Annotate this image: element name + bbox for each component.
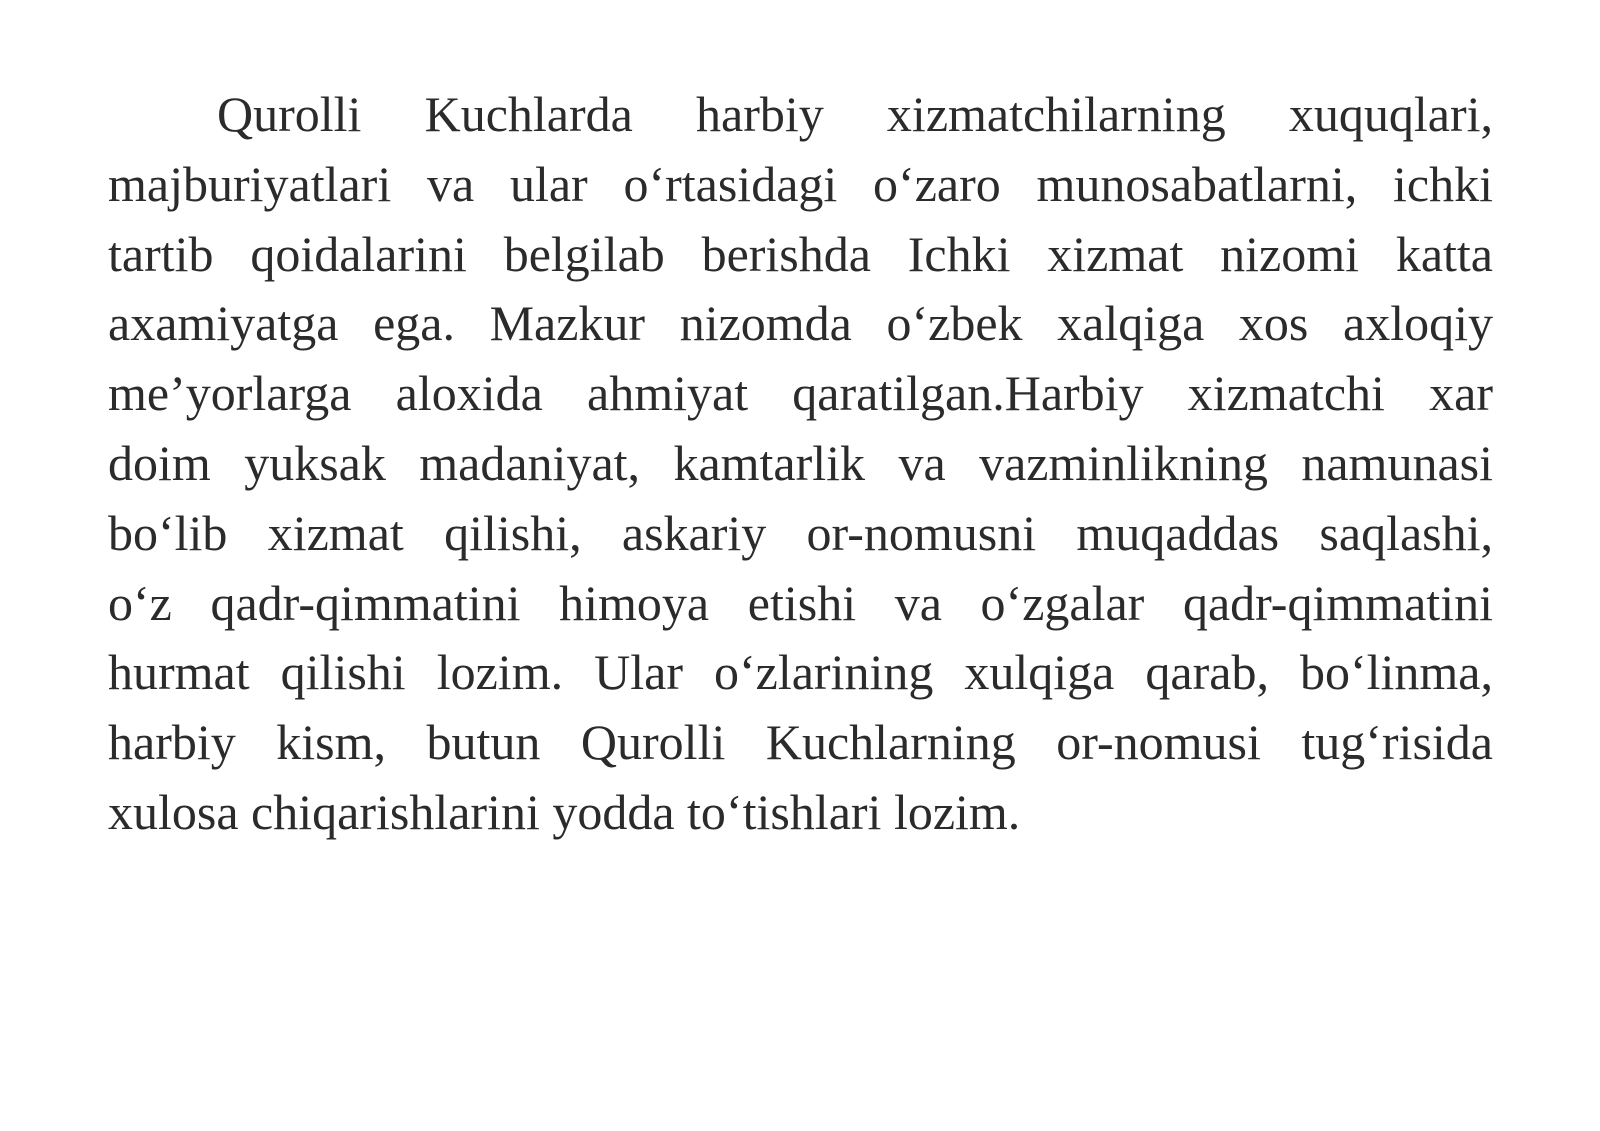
- paragraph-line: tartib qoidalarini belgilab berishda Ichki xizmat nizomi katta: [108, 225, 1493, 282]
- body-paragraph: [108, 80, 1493, 848]
- paragraph-line: harbiy kism, butun Qurolli Kuchlarning or-nomusi tug‘risida: [108, 714, 1493, 771]
- paragraph-line: xulosa chiqarishlarini yodda to‘tishlari lozim.: [108, 783, 1021, 840]
- paragraph-line: majburiyatlari va ular o‘rtasidagi o‘zaro munosabatlarni, ichki: [108, 155, 1493, 212]
- paragraph-line: Qurolli Kuchlarda harbiy xizmatchilarning xuquqlari,: [217, 86, 1493, 142]
- paragraph-line: o‘z qadr-qimmatini himoya etishi va o‘zgalar qadr-qimmatini: [108, 574, 1493, 631]
- paragraph-line: bo‘lib xizmat qilishi, askariy or-nomusni muqaddas saqlashi,: [108, 504, 1493, 561]
- paragraph-line: hurmat qilishi lozim. Ular o‘zlarining xulqiga qarab, bo‘linma,: [108, 644, 1493, 701]
- paragraph-line: me’yorlarga aloxida ahmiyat qaratilgan.Harbiy xizmatchi xar: [108, 365, 1493, 422]
- paragraph-line: doim yuksak madaniyat, kamtarlik va vazminlikning namunasi: [108, 434, 1493, 491]
- paragraph-line: axamiyatga ega. Mazkur nizomda o‘zbek xalqiga xos axloqiy: [108, 295, 1493, 352]
